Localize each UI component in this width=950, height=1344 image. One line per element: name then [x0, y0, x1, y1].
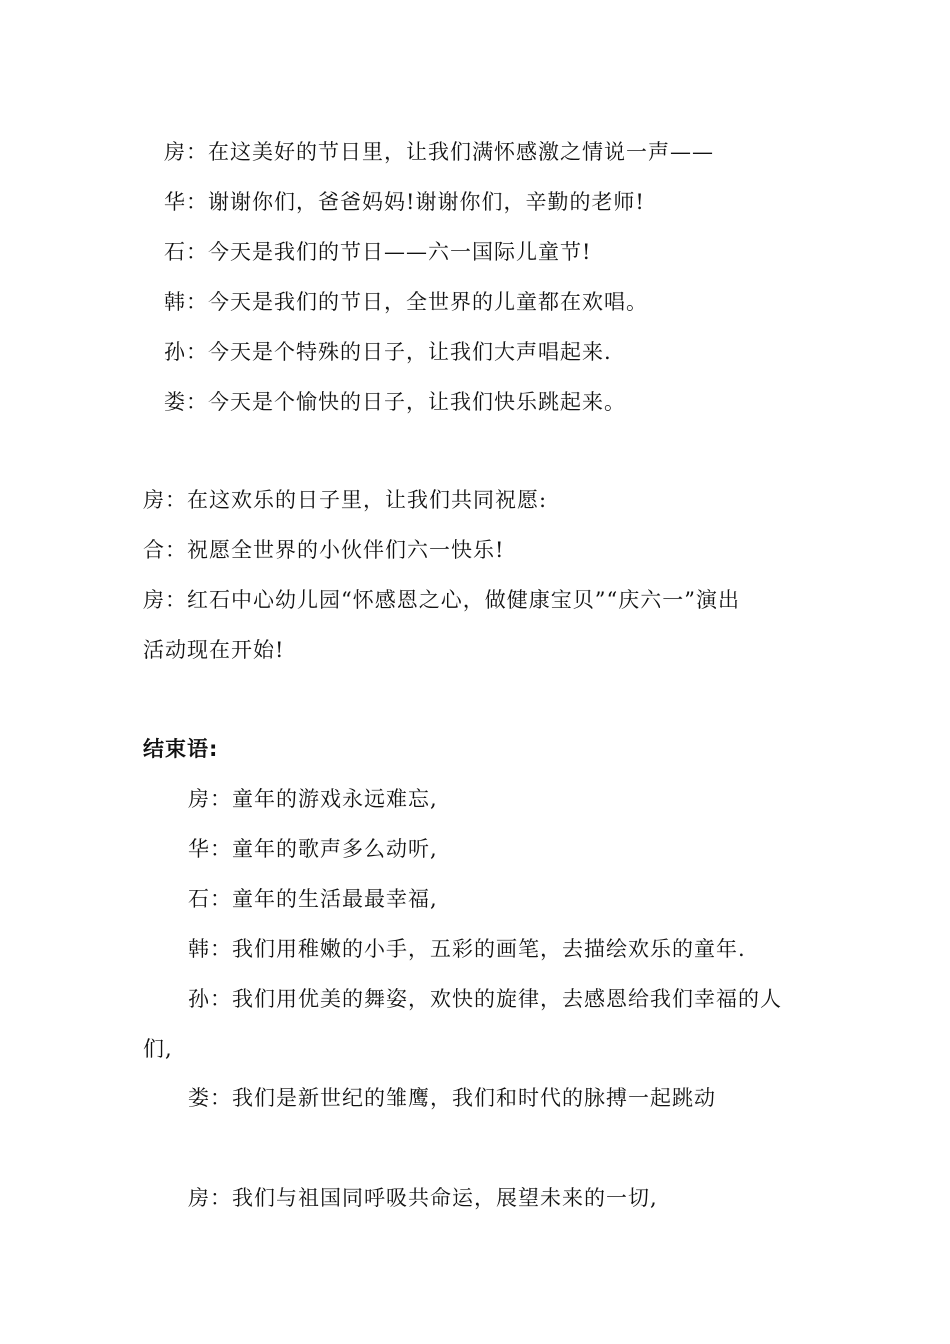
separator: ：: [186, 340, 208, 364]
dialogue-line: [164, 338, 612, 366]
dialogue-text: 童年的歌声多么动听,: [232, 837, 438, 861]
speaker-name: 房: [143, 588, 165, 612]
speaker-name: 韩: [188, 937, 210, 961]
dialogue-text: 今天是我们的节日——六一国际儿童节!: [208, 240, 592, 264]
speaker-name: 孙: [188, 987, 210, 1011]
speaker-name: 合: [143, 538, 165, 562]
dialogue-line: [188, 935, 746, 963]
separator: ：: [210, 887, 232, 911]
speaker-name: 孙: [164, 340, 186, 364]
dialogue-text: 红石中心幼儿园“怀感恩之心，做健康宝贝”“庆六一”演出: [187, 588, 740, 612]
speaker-name: 娄: [188, 1086, 210, 1110]
dialogue-text: 在这美好的节日里，让我们满怀感激之情说一声——: [208, 140, 714, 164]
dialogue-line: [188, 1084, 716, 1112]
separator: ：: [165, 538, 187, 562]
dialogue-line: [188, 985, 782, 1013]
dialogue-text: 活动现在开始!: [143, 638, 285, 662]
separator: ：: [186, 190, 208, 214]
dialogue-text: 我们用优美的舞姿，欢快的旋律，去感恩给我们幸福的人: [232, 987, 782, 1011]
separator: ：: [210, 1186, 232, 1210]
speaker-name: 房: [188, 787, 210, 811]
separator: ：: [210, 1086, 232, 1110]
dialogue-text: 们,: [143, 1037, 173, 1061]
separator: ：: [186, 140, 208, 164]
separator: ：: [186, 240, 208, 264]
separator: ：: [210, 787, 232, 811]
dialogue-line: [143, 536, 504, 564]
dialogue-text: 今天是个愉快的日子，让我们快乐跳起来。: [208, 390, 626, 414]
speaker-name: 华: [188, 837, 210, 861]
dialogue-line: [143, 486, 547, 514]
dialogue-text: 祝愿全世界的小伙伴们六一快乐!: [187, 538, 505, 562]
dialogue-text: 今天是个特殊的日子，让我们大声唱起来.: [208, 340, 612, 364]
dialogue-line: [188, 1184, 658, 1212]
dialogue-line-continuation: [143, 1035, 173, 1063]
separator: ：: [165, 488, 187, 512]
dialogue-line: [143, 586, 740, 614]
dialogue-line: [188, 835, 438, 863]
dialogue-text: 谢谢你们，爸爸妈妈!谢谢你们，辛勤的老师!: [208, 190, 645, 214]
speaker-name: 房: [188, 1186, 210, 1210]
speaker-name: 房: [143, 488, 165, 512]
speaker-name: 娄: [164, 390, 186, 414]
speaker-name: 石: [188, 887, 210, 911]
dialogue-line-continuation: [143, 636, 284, 664]
dialogue-text: 我们与祖国同呼吸共命运，展望未来的一切,: [232, 1186, 658, 1210]
dialogue-text: 今天是我们的节日，全世界的儿童都在欢唱。: [208, 290, 648, 314]
separator: ：: [210, 837, 232, 861]
dialogue-line: [164, 288, 648, 316]
dialogue-text: 童年的生活最最幸福,: [232, 887, 438, 911]
separator: ：: [165, 588, 187, 612]
speaker-name: 房: [164, 140, 186, 164]
dialogue-line: [164, 188, 645, 216]
dialogue-line: [188, 785, 438, 813]
dialogue-text: 我们是新世纪的雏鹰，我们和时代的脉搏一起跳动: [232, 1086, 716, 1110]
separator: ：: [186, 390, 208, 414]
dialogue-text: 我们用稚嫩的小手，五彩的画笔，去描绘欢乐的童年.: [232, 937, 746, 961]
speaker-name: 石: [164, 240, 186, 264]
dialogue-line: [164, 138, 714, 166]
dialogue-line: [188, 885, 438, 913]
speaker-name: 韩: [164, 290, 186, 314]
separator: ：: [210, 937, 232, 961]
speaker-name: 华: [164, 190, 186, 214]
separator: ：: [186, 290, 208, 314]
dialogue-text: 在这欢乐的日子里，让我们共同祝愿:: [187, 488, 548, 512]
dialogue-text: 童年的游戏永远难忘,: [232, 787, 438, 811]
section-heading: 结束语:: [143, 737, 219, 761]
separator: ：: [210, 987, 232, 1011]
dialogue-line: [164, 238, 591, 266]
dialogue-line: [164, 388, 626, 416]
